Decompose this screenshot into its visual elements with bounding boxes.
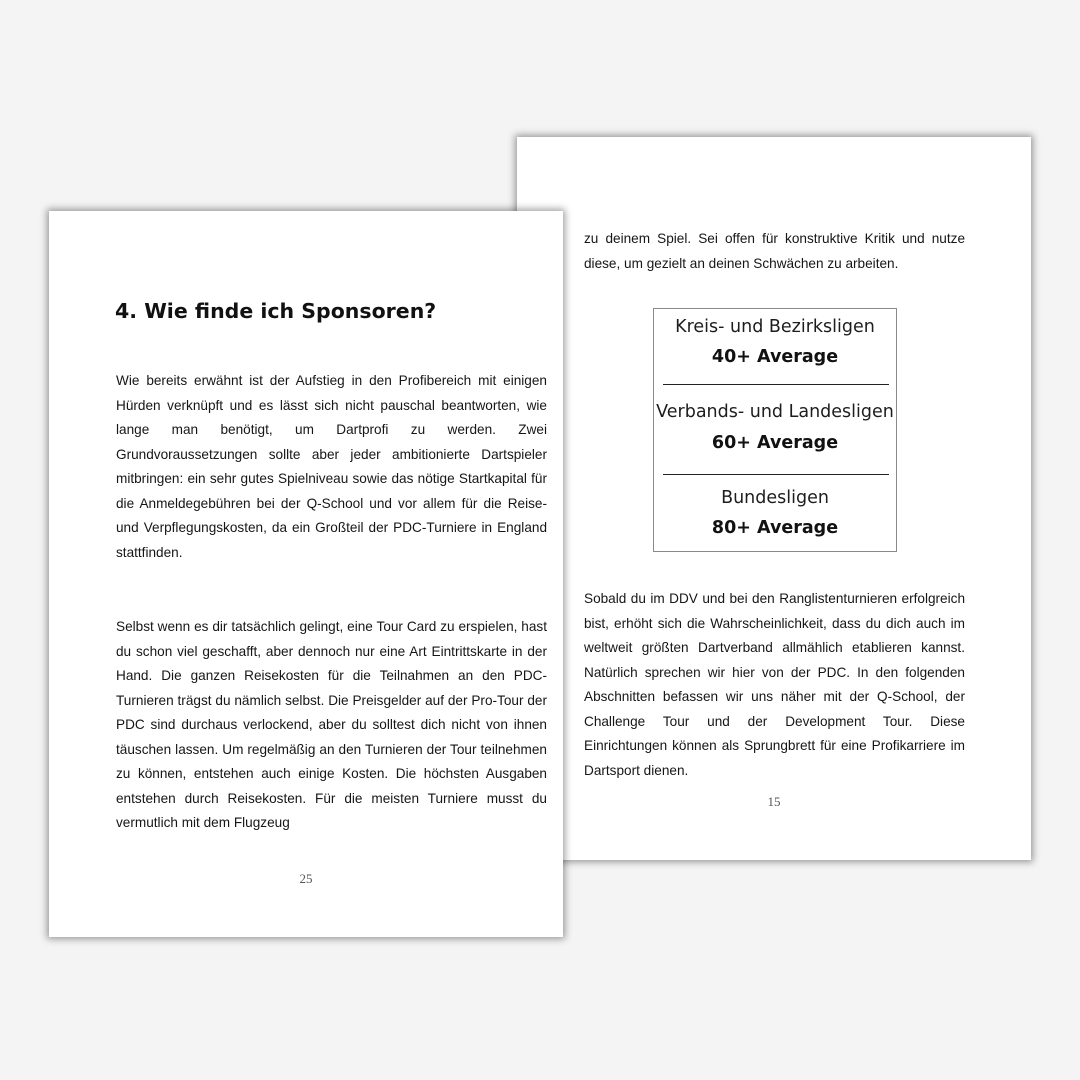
page-number: 25 xyxy=(299,871,313,886)
league-average: 40+ Average xyxy=(711,347,839,367)
page-number: 15 xyxy=(767,794,781,809)
league-name: Kreis- und Bezirksligen xyxy=(675,317,875,337)
league-divider xyxy=(663,474,889,475)
league-average-table xyxy=(653,308,897,552)
book-page-right xyxy=(517,137,1031,860)
chapter-heading: 4. Wie finde ich Sponsoren? xyxy=(115,299,437,323)
paragraph: Selbst wenn es dir tatsächlich gelingt, eine Tour Card zu erspielen, hast du schon viel geschafft, aber dennoch nur eine Art Eintrittskarte in der Hand. Die ganzen Reisekosten für die Teilnahmen an den PDC-Turnieren trägst du nämlich selbst. Die Preisgelder auf der Pro-Tour der PDC sind durchaus verlockend, aber du solltest dich nicht von ihnen täuschen lassen. Um regelmäßig an den Turnieren der Tour teilnehmen zu können, entstehen auch einige Kosten. Die höchsten Ausgaben entstehen durch Reisekosten. Für die meisten Turniere musst du vermutlich mit dem Flugzeug xyxy=(116,619,547,830)
book-page-left xyxy=(49,211,563,937)
league-average: 60+ Average xyxy=(711,433,839,453)
paragraph: Sobald du im DDV und bei den Ranglistenturnieren erfolgreich bist, erhöht sich die Wahrscheinlichkeit, dass du dich auch im weltweit größten Dartverband allmählich etablieren kannst. Natürlich sprechen wir hier von der PDC. In den folgenden Abschnitten befassen wir uns näher mit der Q-School, der Challenge Tour und der Development Tour. Diese Einrichtungen können als Sprungbrett für eine Profikarriere im Dartsport dienen. xyxy=(584,591,965,778)
league-average: 80+ Average xyxy=(711,518,839,538)
league-name: Verbands- und Landesligen xyxy=(656,402,894,422)
league-name: Bundesligen xyxy=(721,488,829,508)
league-divider xyxy=(663,384,889,385)
paragraph: zu deinem Spiel. Sei offen für konstruktive Kritik und nutze diese, um gezielt an deinen Schwächen zu arbeiten. xyxy=(584,231,965,271)
paragraph: Wie bereits erwähnt ist der Aufstieg in den Profibereich mit einigen Hürden verknüpft und es lässt sich nicht pauschal beantworten, wie lange man benötigt, um Dartprofi zu werden. Zwei Grundvoraussetzungen sollte aber jeder ambitionierte Dartspieler mitbringen: ein sehr gutes Spielniveau sowie das nötige Startkapital für die Anmeldegebühren bei der Q-School und vor allem für die Reise- und Verpflegungskosten, da ein Großteil der PDC-Turniere in England stattfinden. xyxy=(116,373,547,560)
